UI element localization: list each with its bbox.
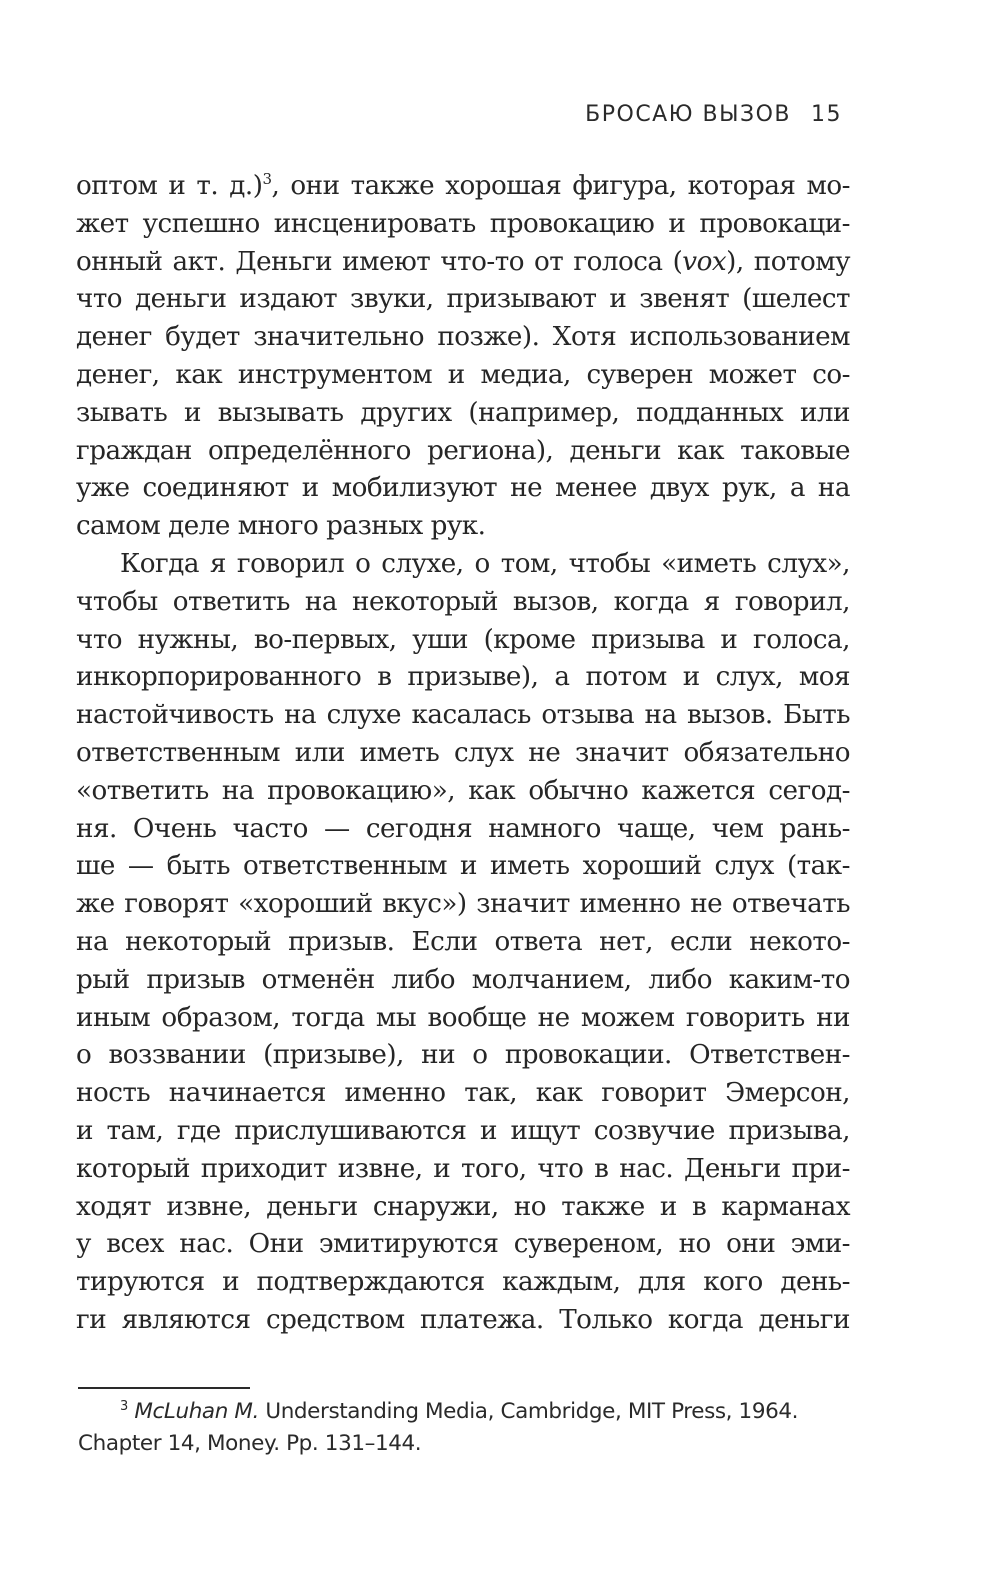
body-text [76, 168, 850, 1340]
footnote-line: Chapter 14, Money. Pp. 131–144. [78, 1431, 422, 1456]
text-line: самом деле много разных рук. [76, 511, 486, 542]
text-line: и там, где прислушиваются и ищут созвучие призыва, [76, 1115, 850, 1146]
text-line: денег, как инструментом и медиа, суверен может со- [76, 359, 850, 390]
text-line: тируются и подтверждаются каждым, для кого день- [76, 1267, 850, 1298]
text-line: оптом и т. д.)$^3$, они также хорошая фигура, которая мо- [76, 170, 850, 201]
text-line: что деньги издают звуки, призывают и звенят (шелест [76, 284, 850, 315]
footnote-line: $^3$ McLuhan M. Understanding Media, Cambridge, MIT Press, 1964. [120, 1399, 799, 1424]
text-line: ность начинается именно так, как говорит Эмерсон, [76, 1078, 850, 1109]
text-line: ня. Очень часто — сегодня намного чаще, чем рань- [76, 813, 850, 844]
text-line: иным образом, тогда мы вообще не можем говорить ни [76, 1002, 850, 1033]
text-line: о воззвании (призыве), ни о провокации. Ответствен- [76, 1040, 850, 1071]
footnote-marker: 3 [120, 1399, 128, 1414]
text-line: граждан определённого региона), деньги как таковые [76, 435, 850, 466]
text-line: ги являются средством платежа. Только когда деньги [76, 1304, 850, 1335]
text-line: же говорят «хороший вкус») значит именно не отвечать [76, 889, 850, 920]
text-line: рый призыв отменён либо молчанием, либо каким-то [76, 964, 850, 995]
latin-term: vox [682, 246, 727, 277]
running-header [585, 102, 842, 127]
text-line: зывать и вызывать других (например, подданных или [76, 397, 850, 428]
text-line: жет успешно инсценировать провокацию и провокаци- [76, 208, 850, 239]
text-line: инкорпорированного в призыве), а потом и слух, моя [76, 662, 850, 693]
text-line: уже соединяют и мобилизуют не менее двух рук, а на [76, 473, 850, 504]
text-line: онный акт. Деньги имеют что-то от голоса (vox), потому [76, 246, 850, 277]
footnote [78, 1396, 850, 1460]
footnote-reference: 3 [262, 170, 272, 188]
text-line: у всех нас. Они эмитируются сувереном, но они эми- [76, 1229, 850, 1260]
text-line: ответственным или иметь слух не значит обязательно [76, 737, 850, 768]
text-line: ше — быть ответственным и иметь хороший слух (так- [76, 851, 850, 882]
text-line: Когда я говорил о слухе, о том, чтобы «иметь слух», [120, 548, 850, 579]
text-line: денег будет значительно позже). Хотя использованием [76, 322, 850, 353]
footnote-author: McLuhan M. [134, 1399, 259, 1424]
text-line: что нужны, во-первых, уши (кроме призыва и голоса, [76, 624, 850, 655]
page-number: 15 [811, 102, 842, 127]
text-line: который приходит извне, и того, что в нас. Деньги при- [76, 1153, 850, 1184]
text-line: «ответить на провокацию», как обычно кажется сегод- [76, 775, 850, 806]
text-line: настойчивость на слухе касалась отзыва на вызов. Быть [76, 700, 850, 731]
text-line: на некоторый призыв. Если ответа нет, если некото- [76, 926, 850, 957]
text-line: ходят извне, деньги снаружи, но также и в карманах [76, 1191, 850, 1222]
running-title: БРОСАЮ ВЫЗОВ [585, 102, 791, 127]
footnote-divider [78, 1387, 250, 1389]
text-line: чтобы ответить на некоторый вызов, когда я говорил, [76, 586, 850, 617]
